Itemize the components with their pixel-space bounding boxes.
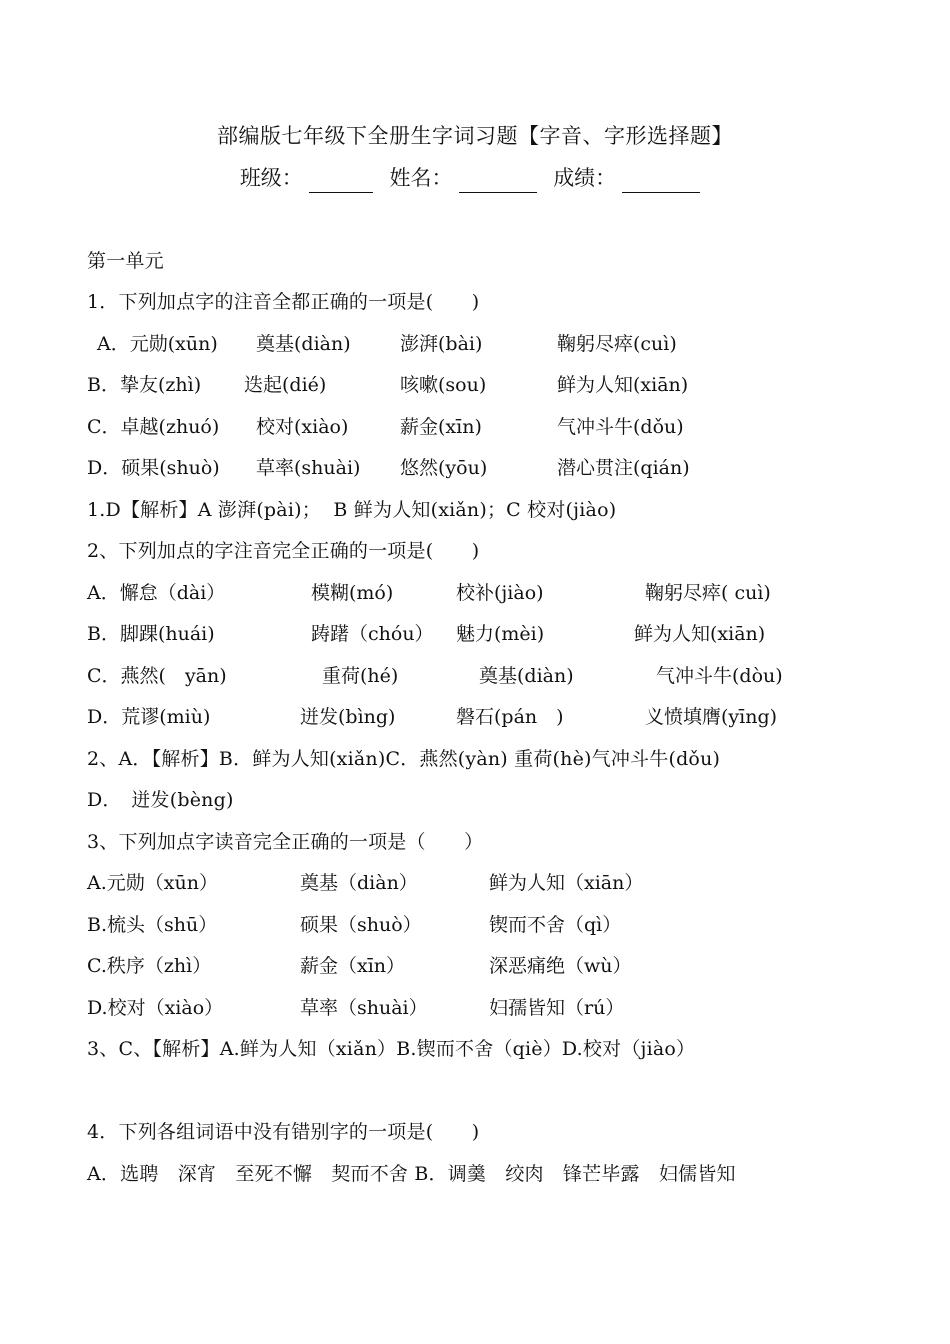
question-4-stem: 4．下列各组词语中没有错别字的一项是( ) [87,1121,480,1143]
option-cell: 深恶痛绝（wù） [489,955,632,977]
option-cell: C．卓越(zhuó) [87,416,220,438]
option-cell: D．荒谬(miù) [87,706,211,728]
unit-heading: 第一单元 [87,250,164,272]
question-1-option-c [0,413,950,443]
question-1-option-a [0,330,950,360]
option-cell: 迸发(bìng) [300,706,396,728]
class-blank[interactable] [309,168,373,193]
question-4-options: A．选聘 深宵 至死不懈 契而不舍 B．调羹 绞肉 锋芒毕露 妇儒皆知 [87,1163,736,1185]
question-2-option-c [0,662,950,692]
option-cell: A．懈怠（dài） [87,582,226,604]
question-3-stem: 3、下列加点字读音完全正确的一项是（ ） [87,831,484,853]
option-cell: 气冲斗牛(dòu) [656,665,783,687]
name-label: 姓名： [389,166,453,190]
question-3-option-a [0,869,950,899]
question-1-option-b [0,371,950,401]
question-2-option-d [0,703,950,733]
option-cell: 锲而不舍（qì） [489,914,622,936]
option-cell: 潜心贯注(qián) [557,457,690,479]
option-cell: 薪金(xīn) [400,416,482,438]
score-label: 成绩： [553,166,617,190]
option-cell: 草率(shuài) [256,457,361,479]
option-cell: 咳嗽(sou) [400,374,487,396]
question-2-option-a [0,579,950,609]
option-cell: 踌躇（chóu） [311,623,434,645]
question-3-option-d [0,994,950,1024]
option-cell: 鞠躬尽瘁(cuì) [557,333,677,355]
option-cell: 薪金（xīn） [300,955,406,977]
option-cell: 魅力(mèi) [456,623,545,645]
page-title: 部编版七年级下全册生字词习题【字音、字形选择题】 [217,124,733,148]
question-3-answer: 3、C、【解析】A.鲜为人知（xiǎn）B.锲而不舍（qiè）D.校对（jiào） [87,1038,696,1060]
option-cell: 妇孺皆知（rú） [489,997,625,1019]
option-cell: 奠基（diàn） [300,872,418,894]
option-cell: D.校对（xiào） [87,997,224,1019]
name-blank[interactable] [459,168,537,193]
option-cell: 鲜为人知(xiān) [557,374,689,396]
option-cell: 奠基(diàn) [256,333,351,355]
question-1-stem: 1．下列加点字的注音全都正确的一项是( ) [87,291,480,313]
option-cell: 硕果（shuò） [300,914,422,936]
question-1-answer: 1.D【解析】A 澎湃(pài)； B 鲜为人知(xiǎn)；C 校对(jiào) [87,499,617,521]
class-label: 班级： [239,166,303,190]
question-3-option-b [0,911,950,941]
option-cell: 鲜为人知(xiān) [634,623,766,645]
option-cell: 气冲斗牛(dǒu) [557,416,684,438]
option-cell: 奠基(diàn) [479,665,574,687]
option-cell: A.元勋（xūn） [87,872,218,894]
option-cell: 义愤填膺(yīng) [645,706,778,728]
option-cell: A．元勋(xūn) [97,333,218,355]
option-cell: 迭起(dié) [244,374,327,396]
option-cell: C．燕然( yān) [87,665,227,687]
question-1-option-d [0,454,950,484]
question-2-stem: 2、下列加点的字注音完全正确的一项是( ) [87,540,480,562]
option-cell: 校对(xiào) [256,416,349,438]
option-cell: D．硕果(shuò) [87,457,220,479]
option-cell: 悠然(yōu) [400,457,488,479]
question-2-option-b [0,620,950,650]
option-cell: B．脚踝(huái) [87,623,215,645]
option-cell: B．挚友(zhì) [87,374,202,396]
question-2-answer: 2、A．【解析】B．鲜为人知(xiǎn)C．燕然(yàn) 重荷(hè)气冲斗牛(dǒu) [87,748,721,770]
option-cell: C.秩序（zhì） [87,955,212,977]
option-cell: 鲜为人知（xiān） [489,872,644,894]
question-2-answer-continued: D． 迸发(bèng) [87,789,234,811]
option-cell: 澎湃(bài) [400,333,483,355]
score-blank[interactable] [622,168,700,193]
option-cell: 校补(jiào) [456,582,544,604]
option-cell: 磐石(pán ) [456,706,564,728]
question-3-option-c [0,952,950,982]
option-cell: 草率（shuài） [300,997,428,1019]
option-cell: 重荷(hé) [322,665,399,687]
student-info-row [0,163,950,193]
option-cell: B.梳头（shū） [87,914,218,936]
option-cell: 鞠躬尽瘁( cuì) [645,582,771,604]
option-cell: 模糊(mó) [311,582,394,604]
